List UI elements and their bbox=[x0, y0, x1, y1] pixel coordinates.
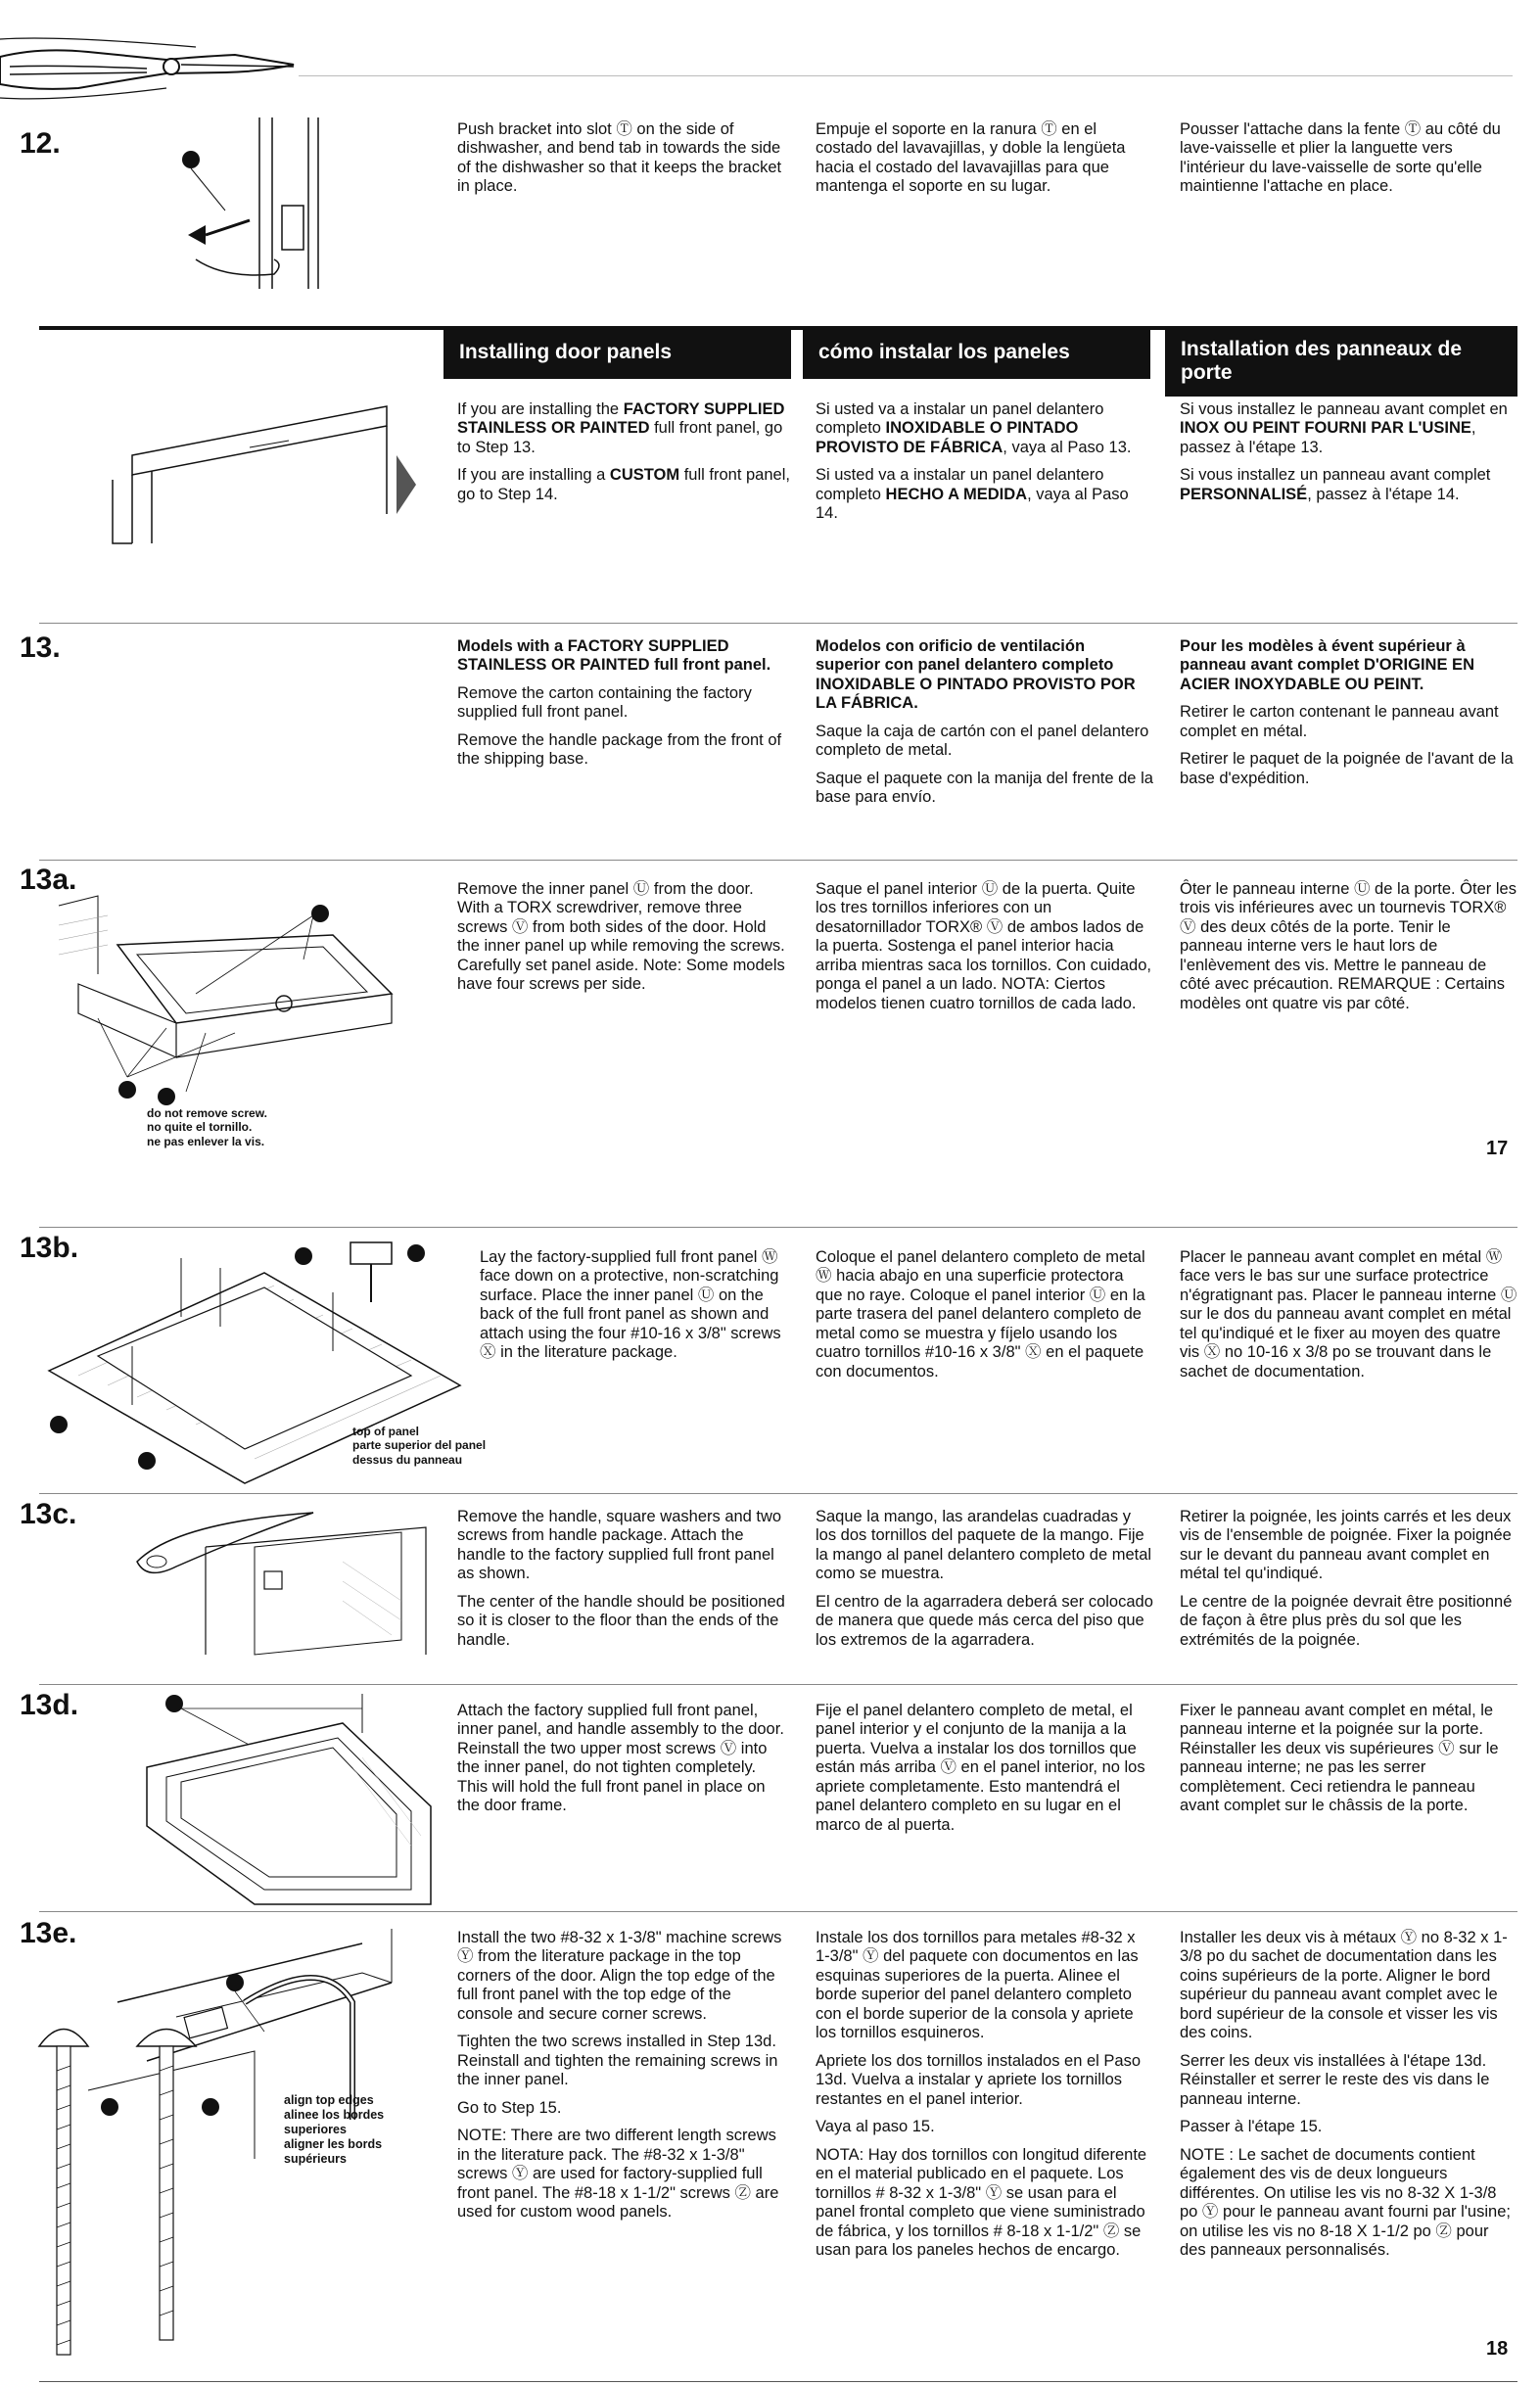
bracket-illustration bbox=[166, 113, 338, 299]
step-13e-es-3: Vaya al paso 15. bbox=[816, 2118, 935, 2136]
step-13e-fr-4: NOTE : Le sachet de documents contient également des vis de deux longueurs différentes. On utilise les vis no 8-32 X 1-3/8 po Ⓨ pour le panneau avant fourni par l'usine; on utilise les vis no 8-18 X 1-1/2 po Ⓩ pour des panneaux personnalisés. bbox=[1180, 2145, 1511, 2260]
panels-es2-pre: Si usted va a instalar un panel delantero completo bbox=[816, 466, 1104, 503]
rule-13c bbox=[39, 1493, 1517, 1494]
step-13-fr-title: Pour les modèles à évent supérieur à panneau avant complet D'ORIGINE EN ACIER INOXYDABLE OU PEINT. bbox=[1180, 637, 1474, 693]
rule-13a bbox=[39, 860, 1517, 861]
step-13c-number: 13c. bbox=[20, 1498, 77, 1530]
rule-13d bbox=[39, 1684, 1517, 1685]
step-13b-fr: Placer le panneau avant complet en métal Ⓦ face vers le bas sur une surface protectrice n'égratignant pas. Placer le panneau interne Ⓤ sur le dos du panneau avant complet en métal tel qu'indiqué et le fixer au moyen des quatre vis Ⓧ no 10-16 x 3/8 po se trouvant dans le sachet de documentation. bbox=[1180, 1248, 1517, 1380]
step-13a-callout bbox=[147, 1106, 267, 1148]
step-13-en-1: Remove the carton containing the factory supplied full front panel. bbox=[457, 683, 752, 722]
step-13d-fr: Fixer le panneau avant complet en métal, le panneau interne et la poignée sur la porte. Réinstaller les deux vis supérieures Ⓥ sur le panneau interne; ne pas les serrer complètement. Ceci retiendra le panneau avant complet sur le châssis de la porte. bbox=[1180, 1702, 1499, 1815]
step-13d-es: Fije el panel delantero completo de metal, el panel interior y el conjunto de la manija a la puerta. Vuelva a instalar los dos tornillos que están más arriba Ⓥ en el panel interior, no los apriete completamente. Esto mantendrá el panel delantero completo en su lugar en el marco de al puerta. bbox=[816, 1702, 1145, 1834]
step-13e-fr-2: Serrer les deux vis installées à l'étape 13d. Réinstaller et serrer le reste des vis dans le panneau interne. bbox=[1180, 2051, 1490, 2108]
step-13a-number: 13a. bbox=[20, 864, 77, 896]
step-13c-fr-2: Le centre de la poignée devrait être positionné de façon à être plus près du sol que les extrémités de la poignée. bbox=[1180, 1592, 1513, 1649]
panels-fr2-post: , passez à l'étape 14. bbox=[1307, 485, 1460, 503]
step-13e-en-2: Tighten the two screws installed in Step 13d. Reinstall and tighten the remaining screws in the inner panel. bbox=[457, 2033, 778, 2089]
rule-13b bbox=[39, 1227, 1517, 1228]
step-13a-fr: Ôter le panneau interne Ⓤ de la porte. Ôter les trois vis inférieures avec un tournevis TORX® Ⓥ des deux côtés de la porte. Tenir le panneau interne vers le haut lors de l'enlèvement des vis. Mettre le panneau de côté avec précaution. REMARQUE : Certains modèles ont quatre vis par côté. bbox=[1180, 880, 1517, 1012]
step-13e-en-3: Go to Step 15. bbox=[457, 2098, 562, 2117]
step-13b-callout bbox=[352, 1425, 486, 1467]
panels-en bbox=[457, 400, 790, 513]
step-13e-es-2: Apriete los dos tornillos instalados en el Paso 13d. Vuelva a instalar y apriete los tornillos restantes en el panel interior. bbox=[816, 2051, 1142, 2108]
step-13b-number: 13b. bbox=[20, 1232, 79, 1264]
panels-fr1-pre: Si vous installez le panneau avant complet en bbox=[1180, 400, 1508, 418]
step-13b-callout-fr: dessus du panneau bbox=[352, 1452, 463, 1467]
step-13b-en: Lay the factory-supplied full front panel Ⓦ face down on a protective, non-scratching surface. Place the inner panel Ⓤ on the back of the full front panel as shown and attach using the four #10-16 x 3/8" screws Ⓧ in the literature package. bbox=[480, 1248, 781, 1362]
step-13e-en bbox=[457, 1929, 790, 2231]
step-13d-number: 13d. bbox=[20, 1689, 79, 1721]
step-13b-es: Coloque el panel delantero completo de metal Ⓦ hacia abajo en una superficie protectora que no raye. Coloque el panel interior Ⓤ en la parte trasera del panel delantero completo de metal como se muestra y fíjelo usando los cuatro tornillos #10-16 x 3/8" Ⓧ en el paquete con documentos. bbox=[816, 1248, 1145, 1380]
page-number-17: 17 bbox=[1486, 1138, 1509, 1159]
step-13c-es-2: El centro de la agarradera deberá ser colocado de manera que quede más cerca del piso que los extremos de la agarradera. bbox=[816, 1592, 1153, 1649]
step-12-fr: Pousser l'attache dans la fente Ⓣ au côté du lave-vaisselle et plier la languette vers l'intérieur du lave-vaisselle de sorte qu'elle maintienne l'attache en place. bbox=[1180, 120, 1501, 196]
panels-en1-pre: If you are installing the bbox=[457, 400, 624, 418]
step-13c-en bbox=[457, 1508, 790, 1659]
header-fr: Installation des panneaux de porte bbox=[1165, 326, 1517, 397]
step-13b-callout-en: top of panel bbox=[352, 1425, 419, 1438]
step-13c-fr bbox=[1180, 1508, 1517, 1659]
step-13e-callout-en: align top edges bbox=[284, 2093, 374, 2107]
step-13-es-1: Saque la caja de cartón con el panel delantero completo de metal. bbox=[816, 722, 1149, 760]
step-13c-es bbox=[816, 1508, 1153, 1659]
panels-es1-post: , vaya al Paso 13. bbox=[1003, 438, 1132, 456]
step-12-number: 12. bbox=[20, 127, 61, 160]
page-number-18: 18 bbox=[1486, 2338, 1509, 2360]
header-en: Installing door panels bbox=[443, 326, 791, 379]
step-12-en: Push bracket into slot Ⓣ on the side of dishwasher, and bend tab in towards the side of the dishwasher so that it keeps the bracket in place. bbox=[457, 120, 782, 196]
panels-en2-post: full front panel, go to Step 14. bbox=[457, 466, 790, 503]
panels-en1-bold: FACTORY SUPPLIED STAINLESS OR PAINTED bbox=[457, 400, 785, 438]
bottom-rule bbox=[39, 2381, 1517, 2382]
step-13e-callout-es2: superiores bbox=[284, 2123, 347, 2136]
step-13e-number: 13e. bbox=[20, 1917, 77, 1949]
step-13b-callout-es: parte superior del panel bbox=[352, 1438, 487, 1453]
header-es: cómo instalar los paneles bbox=[803, 326, 1150, 379]
panels-fr2-pre: Si vous installez un panneau avant complet bbox=[1180, 466, 1491, 485]
door-frame-illustration bbox=[117, 1689, 441, 1909]
panels-en1-post: full front panel, go to Step 13. bbox=[457, 419, 783, 456]
step-13-es bbox=[816, 637, 1153, 817]
panels-fr1-post: , passez à l'étape 13. bbox=[1180, 419, 1476, 456]
panels-en2-pre: If you are installing a bbox=[457, 466, 610, 485]
panels-es1-pre: Si usted va a instalar un panel delantero completo bbox=[816, 400, 1104, 438]
pliers-illustration bbox=[0, 27, 303, 116]
step-13e-fr-1: Installer les deux vis à métaux Ⓨ no 8-32 x 1-3/8 po du sachet de documentation dans les coins supérieurs de la porte. Aligner le bord supérieur du panneau avant complet avec le bord supérieur de la console et visser les vis des coins. bbox=[1180, 1929, 1508, 2042]
step-13-es-title: Modelos con orificio de ventilación superior con panel delantero completo INOXIDABLE O PINTADO PROVISTO POR LA FÁBRICA. bbox=[816, 637, 1136, 713]
step-13-fr bbox=[1180, 637, 1517, 797]
step-13-en bbox=[457, 637, 790, 778]
step-13c-en-2: The center of the handle should be positioned so it is closer to the floor than the ends of the handle. bbox=[457, 1592, 785, 1649]
panel-illustration bbox=[93, 387, 426, 553]
step-13-en-2: Remove the handle package from the front of the shipping base. bbox=[457, 730, 782, 769]
step-13e-es-4: NOTA: Hay dos tornillos con longitud diferente en el material publicado en el paquete. Los tornillos # 8-32 x 1-3/8" Ⓨ se usan para el panel frontal completo que viene suministrado de fábrica, y los tornillos # 8-18 x 1-1/2" Ⓩ se usan para los paneles hechos de encargo. bbox=[816, 2145, 1147, 2260]
step-13e-en-4: NOTE: There are two different length screws in the literature pack. The #8-32 x 1-3/8" screws Ⓨ are used for factory-supplied full front panel. The #8-18 x 1-1/2" screws Ⓩ are used for custom wood panels. bbox=[457, 2127, 779, 2222]
step-13c-en-1: Remove the handle, square washers and two screws from handle package. Attach the handle to the factory supplied full front panel as shown. bbox=[457, 1508, 782, 1583]
step-13a-callout-en: do not remove screw. bbox=[147, 1106, 267, 1120]
step-13c-es-1: Saque la mango, las arandelas cuadradas y los dos tornillos del paquete de la mango. Fije la mango al panel delantero completo de metal como se muestra. bbox=[816, 1508, 1152, 1583]
step-13e-fr-3: Passer à l'étape 15. bbox=[1180, 2118, 1323, 2136]
step-13a-en: Remove the inner panel Ⓤ from the door. With a TORX screwdriver, remove three screws Ⓥ from both sides of the door. Hold the inner panel up while removing the screws. Carefully set panel aside. Note: Some models have four screws per side. bbox=[457, 880, 785, 994]
panels-en2-bold: CUSTOM bbox=[609, 466, 680, 485]
step-13-es-2: Saque el paquete con la manija del frente de la base para envío. bbox=[816, 769, 1153, 807]
panels-es1-bold: INOXIDABLE O PINTADO PROVISTO DE FÁBRICA bbox=[816, 419, 1079, 456]
step-12-es: Empuje el soporte en la ranura Ⓣ en el costado del lavavajillas, y doble la lengüeta hacia el costado del lavavajillas para que mantenga el soporte en su lugar. bbox=[816, 120, 1126, 196]
panels-fr1-bold: INOX OU PEINT FOURNI PAR L'USINE bbox=[1180, 419, 1471, 438]
step-13e-callout-fr1: aligner les bords bbox=[284, 2137, 383, 2151]
step-13-fr-2: Retirer le paquet de la poignée de l'avant de la base d'expédition. bbox=[1180, 750, 1514, 787]
step-13a-callout-fr: ne pas enlever la vis. bbox=[147, 1134, 265, 1148]
step-13e-fr bbox=[1180, 1929, 1517, 2269]
handle-illustration bbox=[117, 1503, 431, 1660]
panels-es2-bold: HECHO A MEDIDA bbox=[885, 485, 1028, 503]
rule-13 bbox=[39, 623, 1517, 624]
step-13a-es: Saque el panel interior Ⓤ de la puerta. Quite los tres tornillos inferiores con un desatornillador TORX® Ⓥ de ambos lados de la puerta. Sostenga el panel interior hacia arriba mientras saca los tornillos. Con cuidado, ponga el panel a un lado. NOTA: Ciertos modelos tienen cuatro tornillos de cada lado. bbox=[816, 880, 1151, 1012]
panels-fr2-bold: PERSONNALISÉ bbox=[1180, 485, 1308, 503]
step-13e-es bbox=[816, 1929, 1153, 2269]
top-rule bbox=[299, 75, 1513, 76]
step-13d-en: Attach the factory supplied full front panel, inner panel, and handle assembly to the door. Reinstall the two upper most screws Ⓥ into the inner panel, do not tighten completely. This will hold the full front panel in place on the door frame. bbox=[457, 1702, 784, 1815]
panels-es bbox=[816, 400, 1153, 533]
step-13e-es-1: Instale los dos tornillos para metales #8-32 x 1-3/8" Ⓨ del paquete con documentos en las esquinas superiores de la puerta. Alinee el borde superior del panel delantero completo con el borde superior de la consola y apriete los tornillos esquineros. bbox=[816, 1929, 1139, 2042]
inner-panel-illustration bbox=[39, 886, 411, 1106]
step-13c-fr-1: Retirer la poignée, les joints carrés et les deux vis de l'ensemble de poignée. Fixer la poignée sur le devant du panneau avant complet en métal tel qu'indiqué. bbox=[1180, 1508, 1512, 1583]
step-13e-callout-fr2: supérieurs bbox=[284, 2152, 347, 2166]
step-13-en-title: Models with a FACTORY SUPPLIED STAINLESS OR PAINTED full front panel. bbox=[457, 637, 771, 675]
step-13e-callout bbox=[284, 2093, 384, 2167]
step-13-number: 13. bbox=[20, 632, 61, 664]
rule-13e bbox=[39, 1911, 1517, 1912]
panels-es2-post: , vaya al Paso 14. bbox=[816, 485, 1129, 523]
step-13-fr-1: Retirer le carton contenant le panneau avant complet en métal. bbox=[1180, 703, 1499, 740]
panels-fr bbox=[1180, 400, 1517, 513]
step-13e-en-1: Install the two #8-32 x 1-3/8" machine screws Ⓨ from the literature package in the top corners of the door. Align the top edge of the full front panel with the top edge of the console and secure corner screws. bbox=[457, 1929, 782, 2023]
step-13a-callout-es: no quite el tornillo. bbox=[147, 1120, 253, 1135]
step-13e-callout-es1: alinee los bordes bbox=[284, 2108, 385, 2122]
